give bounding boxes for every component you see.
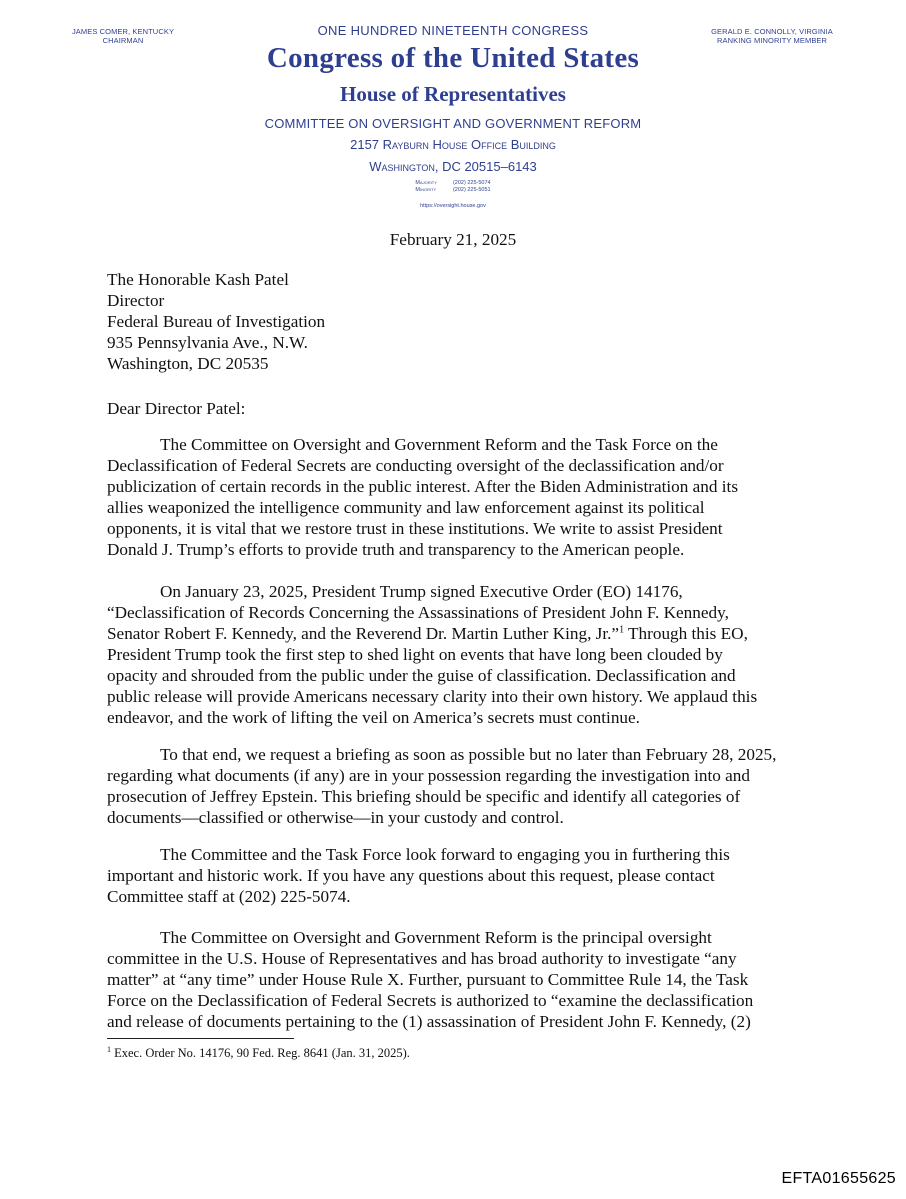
recipient-line: Federal Bureau of Investigation (107, 312, 326, 331)
paragraph-line: “Declassification of Records Concerning the Assassinations of President John F. Kennedy, (107, 603, 729, 622)
salutation: Dear Director Patel: (107, 399, 246, 418)
chairman-title: CHAIRMAN (102, 36, 144, 45)
paragraph-3 (107, 744, 807, 828)
congress-title: Congress of the United States (266, 42, 640, 74)
committee-name: COMMITTEE ON OVERSIGHT AND GOVERNMENT REFORM (264, 116, 642, 131)
paragraph-line: Declassification of Federal Secrets are conducting oversight of the declassification and/or (107, 456, 724, 475)
committee-address-line1: 2157 Rayburn House Office Building (350, 137, 556, 152)
paragraph-line: allies weaponized the intelligence community and law enforcement against its political (107, 498, 705, 517)
minority-phone-row (0, 187, 906, 194)
footnote-marker: 1 (107, 1044, 111, 1054)
footnote-text: Exec. Order No. 14176, 90 Fed. Reg. 8641 (Jan. 31, 2025). (111, 1046, 410, 1060)
letter-date: February 21, 2025 (389, 230, 517, 249)
footnote-reference: 1 (619, 624, 625, 636)
majority-label: Majority (415, 180, 437, 186)
paragraph-line: opacity and shrouded from the public under the guise of classification. Declassification and (107, 666, 736, 685)
recipient-address (107, 269, 325, 374)
committee-address-line2: Washington, DC 20515–6143 (369, 159, 537, 174)
paragraph-line: On January 23, 2025, President Trump signed Executive Order (EO) 14176, (160, 582, 683, 601)
paragraph-line: documents—classified or otherwise—in your custody and control. (107, 808, 564, 827)
paragraph-line: To that end, we request a briefing as soon as possible but no later than February 28, 2025, (160, 745, 777, 764)
chairman-name: JAMES COMER, KENTUCKY (71, 27, 175, 36)
paragraph-line: endeavor, and the work of lifting the veil on America’s secrets must continue. (107, 708, 640, 727)
paragraph-line: public release will provide Americans necessary clarity into their own history. We applaud this (107, 687, 758, 706)
footnote (107, 1046, 410, 1061)
bates-number: EFTA01655625 (781, 1170, 896, 1187)
paragraph-line-with-footnote (107, 623, 807, 644)
recipient-line: 935 Pennsylvania Ave., N.W. (107, 333, 308, 352)
committee-website-link[interactable]: https://oversight.house.gov (420, 203, 486, 209)
paragraph-line: prosecution of Jeffrey Epstein. This briefing should be specific and identify all categories of (107, 787, 741, 806)
paragraph-text: Through this EO, (624, 624, 748, 643)
recipient-line: Washington, DC 20535 (107, 354, 269, 373)
minority-label: Minority (415, 186, 437, 193)
house-title: House of Representatives (340, 82, 566, 106)
paragraph-line: Committee staff at (202) 225-5074. (107, 887, 351, 906)
footnote-divider (107, 1038, 294, 1039)
recipient-line: Director (107, 291, 165, 310)
minority-phone: (202) 225-5051 (452, 186, 491, 193)
recipient-line: The Honorable Kash Patel (107, 270, 289, 289)
paragraph-line: important and historic work. If you have any questions about this request, please contact (107, 866, 715, 885)
paragraph-1 (107, 434, 807, 560)
paragraph-line: opponents, it is vital that we restore trust in these institutions. We write to assist President (107, 519, 723, 538)
paragraph-line: The Committee on Oversight and Government Reform is the principal oversight (160, 928, 712, 947)
paragraph-4 (107, 844, 807, 907)
paragraph-line: regarding what documents (if any) are in your possession regarding the investigation into and (107, 766, 750, 785)
paragraph-line: Force on the Declassification of Federal Secrets is authorized to “examine the declassification (107, 991, 754, 1010)
phone-numbers (0, 180, 906, 193)
paragraph-line: and release of documents pertaining to the (1) assassination of President John F. Kennedy, (2) (107, 1012, 751, 1031)
ranking-member-title: RANKING MINORITY MEMBER (716, 36, 828, 45)
paragraph-text: Senator Robert F. Kennedy, and the Reverend Dr. Martin Luther King, Jr.” (107, 624, 620, 643)
paragraph-line: The Committee on Oversight and Government Reform and the Task Force on the (160, 435, 718, 454)
congress-number: ONE HUNDRED NINETEENTH CONGRESS (317, 23, 589, 38)
paragraph-line: Donald J. Trump’s efforts to provide truth and transparency to the American people. (107, 540, 685, 559)
paragraph-line: publicization of certain records in the public interest. After the Biden Administration and its (107, 477, 739, 496)
paragraph-line: The Committee and the Task Force look forward to engaging you in furthering this (160, 845, 730, 864)
paragraph-5 (107, 927, 807, 1032)
majority-phone: (202) 225-5074 (452, 180, 491, 186)
paragraph-line: matter” at “any time” under House Rule X. Further, pursuant to Committee Rule 14, the Task (107, 970, 749, 989)
paragraph-line: committee in the U.S. House of Representatives and has broad authority to investigate “any (107, 949, 737, 968)
ranking-member-name: GERALD E. CONNOLLY, VIRGINIA (711, 27, 833, 36)
paragraph-line: President Trump took the first step to shed light on events that have long been clouded by (107, 645, 723, 664)
paragraph-2 (107, 581, 807, 728)
